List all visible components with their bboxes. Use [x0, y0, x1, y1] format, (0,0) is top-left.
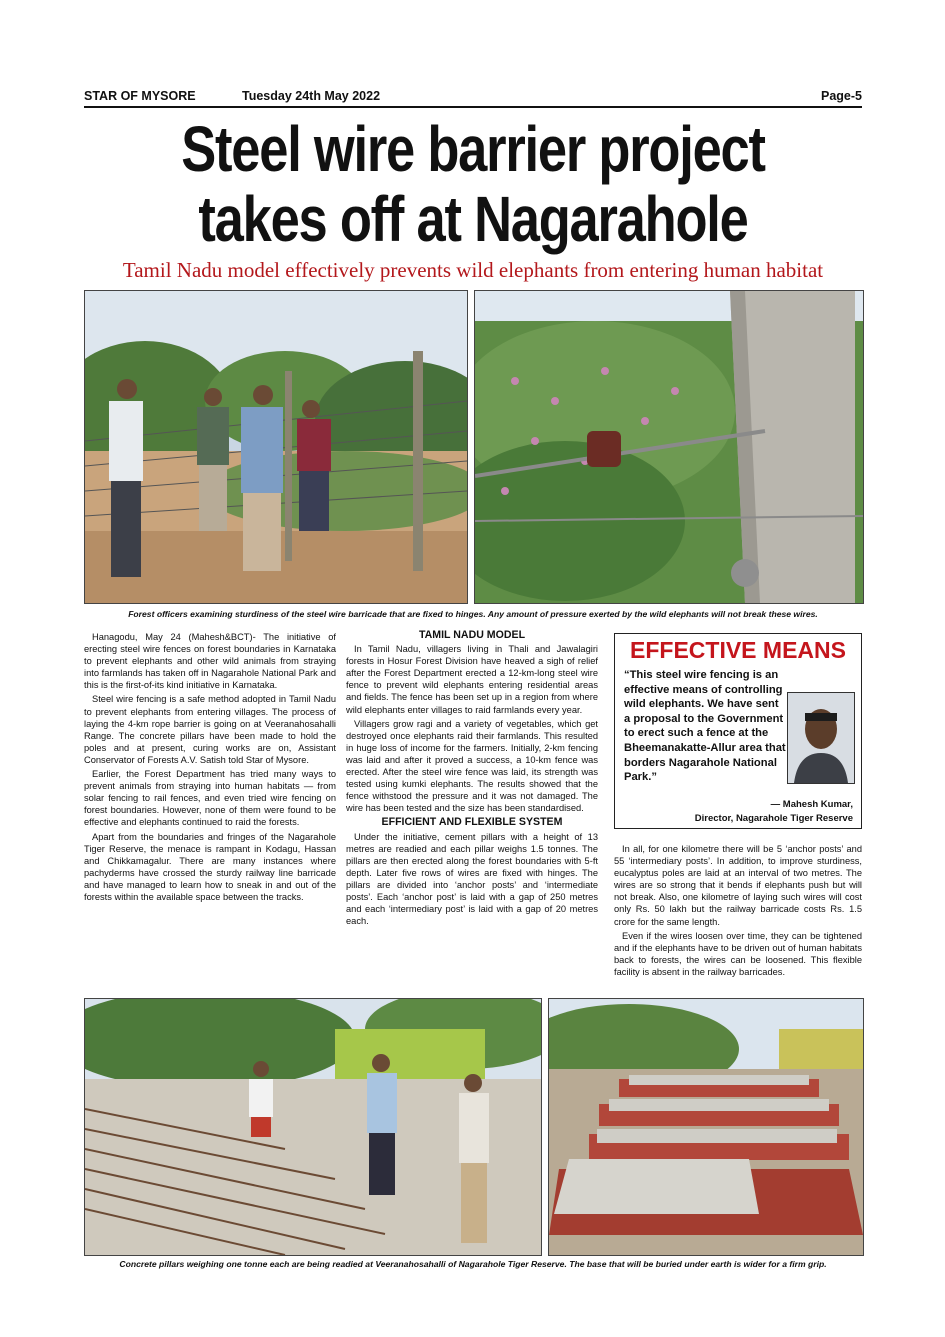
paragraph: In all, for one kilometre there will be 5 ‘anchor posts’ and 55 ‘intermediary posts’. In addition, to improve sturdiness, eucalyptus poles are laid at an interval of two metres. The wires are so strong that it bends if elephants push but will not break. Also, one kilometre of laying such wires will cost only Rs. 50 lakh but the railway barricade costs Rs. 1.5 crore for the same length.: [614, 844, 862, 927]
concrete-pillars-photo: [548, 998, 864, 1256]
box-title: EFFECTIVE MEANS: [630, 637, 846, 663]
director-portrait: [787, 692, 855, 784]
headline-line-2: takes off at Nagarahole: [198, 183, 748, 255]
effective-means-box: [614, 633, 862, 829]
page-header: [84, 89, 862, 105]
paragraph: Steel wire fencing is a safe method adopted in Tamil Nadu to prevent elephants from entering villages. The process of laying the 4-km rope barrier is going on at Veeranahosahalli Range. The concrete pillars have been made to hold the poles and at present, curing works are on, Assistant Conservator of Forests A.V. Satish told Star of Mysore.: [84, 694, 336, 765]
quote-attribution: [695, 798, 853, 826]
article-column-1: [84, 631, 336, 905]
paragraph: In Tamil Nadu, villagers living in Thali and Jawalagiri forests in Hosur Forest Division have heaved a sigh of relief after the Forest Department erected a 12-km-long steel wire fence to prevent wild elephants entering residential areas and fields. The fence has been set up in a region from where wild elephants enter villages to raid farmlands every year.: [346, 644, 598, 715]
attribution-name: — Mahesh Kumar,: [770, 799, 853, 810]
hinge-post-photo: [474, 290, 864, 604]
page-number: Page-5: [821, 89, 862, 103]
paragraph: Apart from the boundaries and fringes of the Nagarahole Tiger Reserve, the menace is rampant in Kodagu, Hassan and Chikkamagalur. There are many instances where pachyderms have crossed the sturdy railway line barricade and have managed to learn how to sneak in and out of the forests within the available space between the tracks.: [84, 831, 336, 902]
section-heading-tamil-nadu: TAMIL NADU MODEL: [418, 629, 526, 641]
officers-fence-photo: [84, 290, 468, 604]
header-rule: [84, 106, 862, 108]
bottom-photo-caption: Concrete pillars weighing one tonne each are being readied at Veeranahosahalli of Nagarahole Tiger Reserve. The base that will be buried under earth is wider for a firm grip.: [119, 1259, 827, 1269]
paragraph: Even if the wires loosen over time, they can be tightened and if the elephants have to be driven out of human habitats back to forests, the wires can be loosened. This flexible facility is absent in the railway barricades.: [614, 930, 862, 977]
paragraph: Hanagodu, May 24 (Mahesh&BCT)- The initiative of erecting steel wire fences on forest boundaries in Karnataka to prevent elephants and other wild animals from straying into farmlands has taken off in Nagarahole National Park and this is the first-of-its kind initiative in Karnataka.: [84, 632, 336, 691]
rebar-workers-photo: [84, 998, 542, 1256]
paragraph: Under the initiative, cement pillars with a height of 13 metres are readied and each pillar weighs 1.5 tonnes. The pillars are then erected along the forest boundaries with 5-ft depth. Later five rows of wires are fixed with hinges. The pillars are divided into ‘anchor posts’ and ‘intermediate posts’. Each ‘anchor post’ is laid with a gap of 250 metres and each ‘intermediary post’ is laid with a gap of 20 metres each.: [346, 831, 598, 927]
paragraph: Villagers grow ragi and a variety of vegetables, which get destroyed once elephants raid their farmlands. This resulted in huge loss of income for the farmers. Initially, 2-km fencing was laid and after it proved a success, a 10-km fence was erected. After the steel wire fence was laid, its strength was tested using kumki elephants. The results showed that the fence withstood the pressure and it was not damaged. The wire has been tested and the size has been standardised.: [346, 718, 598, 814]
article-column-3: [614, 843, 862, 980]
paper-name: STAR OF MYSORE: [84, 89, 196, 103]
paragraph: Earlier, the Forest Department has tried many ways to prevent animals from straying into human habitats — from solar fencing to rail fences, and even tried wire fencing on forest boundaries. However, none of them were found to be effective and elephants continued to raid the forests.: [84, 769, 336, 828]
section-heading-efficient: EFFICIENT AND FLEXIBLE SYSTEM: [381, 816, 563, 829]
top-photo-caption: Forest officers examining sturdiness of the steel wire barricade that are fixed to hinges. Any amount of pressure exerted by the wild elephants will not break these wires.: [128, 609, 818, 619]
subheadline: Tamil Nadu model effectively prevents wild elephants from entering human habitat: [122, 258, 824, 282]
headline-line-1: Steel wire barrier project: [181, 113, 765, 185]
article-column-2: [346, 629, 598, 929]
attribution-title: Director, Nagarahole Tiger Reserve: [694, 813, 853, 824]
box-quote: “This steel wire fencing is an effective means of controlling wild elephants. We have sent a proposal to the Government to erect such a fence at the Bheemanakatte-Allur area that borders Nagarahole National Park.”: [624, 669, 786, 784]
issue-date: Tuesday 24th May 2022: [242, 89, 381, 103]
